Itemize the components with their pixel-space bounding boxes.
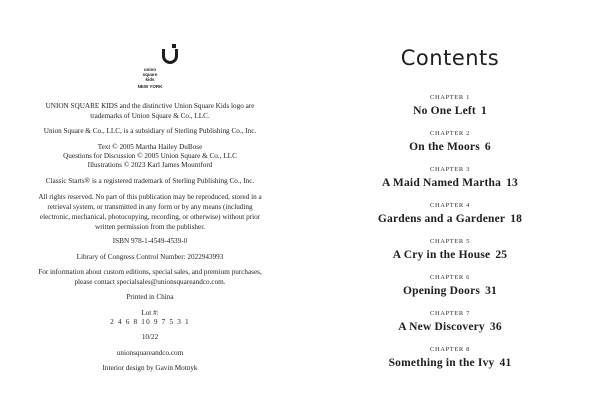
chapter-page-number: 25 (495, 249, 508, 261)
chapter-label: CHAPTER 6 (430, 274, 470, 281)
loc-number: Library of Congress Control Number: 2022943993 (76, 253, 224, 261)
questions-credit: Questions for Discussion © 2005 Union Square & Co., LLC (63, 152, 237, 160)
trademark-notice: UNION SQUARE KIDS and the distinctive Union Square Kids logo are trademarks of Union Square & Co., LLC. (45, 102, 255, 120)
chapter-label: CHAPTER 1 (430, 94, 470, 101)
chapter-page-number: 36 (489, 321, 502, 333)
chapter-title: No One Left 1 (413, 105, 487, 117)
logo-city: NEW YORK (137, 84, 163, 89)
chapter-page-number: 6 (484, 141, 491, 153)
chapter-label: CHAPTER 2 (430, 130, 470, 137)
rights-notice: All rights reserved. No part of this publication may be reproduced, stored in a retrieval system, or transmitted in any form or by any means (including electronic, mechanical, photocopying, recording, or otherwise) without prior written permission from the publisher. (38, 193, 262, 231)
chapter-label: CHAPTER 3 (430, 166, 470, 173)
chapter-title: A Cry in the House 25 (392, 249, 508, 261)
chapter-page-number: 31 (485, 285, 497, 297)
classic-starts-notice: Classic Starts® is a registered trademark of Sterling Publishing Co., Inc. (45, 177, 255, 185)
illustrations-credit: Illustrations © 2023 Karl James Mountford (87, 161, 213, 169)
chapter-label: CHAPTER 5 (430, 238, 470, 245)
chapter-page-number: 41 (499, 357, 512, 369)
printed-in: Printed in China (126, 293, 174, 301)
chapter-label: CHAPTER 4 (430, 202, 470, 209)
chapter-label: CHAPTER 7 (430, 310, 470, 317)
subsidiary-notice: Union Square & Co., LLC, is a subsidiary of Sterling Publishing Co., Inc. (43, 127, 257, 135)
chapter-title: Something in the Ivy 41 (388, 357, 512, 369)
chapter-page-number: 1 (480, 105, 487, 117)
contents-page (300, 0, 600, 419)
chapter-label: CHAPTER 8 (430, 346, 470, 353)
website: unionsquareandco.com (116, 349, 184, 357)
lot-numbers: 2 4 6 8 10 9 7 5 3 1 (110, 318, 190, 326)
chapter-title: A Maid Named Martha 13 (381, 177, 518, 189)
chapter-title: On the Moors 6 (409, 141, 491, 153)
union-square-kids-logo (122, 44, 178, 94)
isbn: ISBN 978-1-4549-4539-0 (112, 237, 188, 245)
sales-info: For information about custom editions, special sales, and premium purchases, please contact specialsales@unionsquareandco.com. (38, 268, 262, 286)
chapter-page-number: 13 (506, 177, 518, 189)
logo-wordmark: union square kids (142, 67, 158, 82)
print-date: 10/22 (141, 333, 159, 341)
text-credit: Text © 2005 Martha Hailey DuBose (97, 143, 203, 151)
logo-mark-icon (143, 44, 158, 66)
chapter-title: Opening Doors 31 (403, 285, 497, 297)
lot-label: Lot #: (141, 309, 159, 317)
chapter-title: A New Discovery 36 (398, 321, 502, 333)
chapter-title: Gardens and a Gardener 18 (377, 213, 523, 225)
chapter-page-number: 18 (510, 213, 523, 225)
design-credit: Interior design by Gavin Motnyk (102, 364, 198, 372)
contents-title: Contents (400, 46, 500, 70)
